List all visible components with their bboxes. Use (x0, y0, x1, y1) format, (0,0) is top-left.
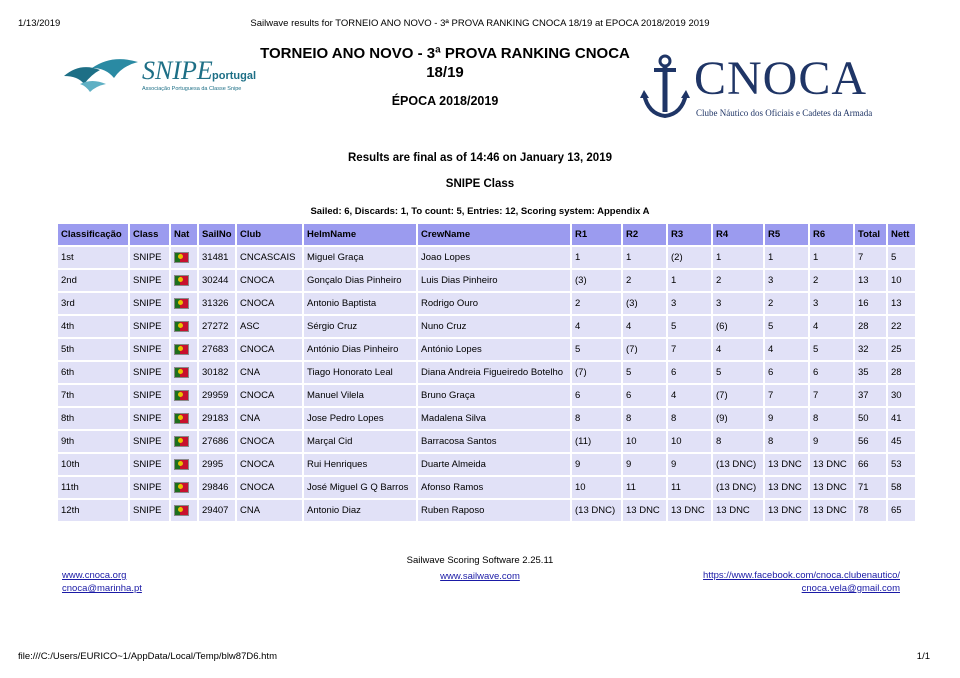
cell-r1: 2 (572, 293, 621, 314)
cell-r2: 6 (623, 385, 666, 406)
cell-crew: Joao Lopes (418, 247, 570, 268)
results-table (56, 222, 917, 523)
cell-total: 28 (855, 316, 886, 337)
cell-rank: 7th (58, 385, 128, 406)
cell-r2: 13 DNC (623, 500, 666, 521)
table-row (58, 408, 915, 429)
cell-r6: 4 (810, 316, 853, 337)
cell-total: 71 (855, 477, 886, 498)
cell-helm: Sérgio Cruz (304, 316, 416, 337)
cell-class: SNIPE (130, 362, 169, 383)
cell-crew: Luis Dias Pinheiro (418, 270, 570, 291)
cell-class: SNIPE (130, 477, 169, 498)
cell-r5: 4 (765, 339, 808, 360)
portugal-flag-icon (174, 344, 189, 355)
portugal-flag-icon (174, 436, 189, 447)
cell-r6: 13 DNC (810, 477, 853, 498)
cell-sailno: 31481 (199, 247, 235, 268)
cnoca-website-link[interactable]: www.cnoca.org (62, 570, 127, 581)
cell-r1: (13 DNC) (572, 500, 621, 521)
cell-nat (171, 454, 197, 475)
cell-r1: 5 (572, 339, 621, 360)
table-row (58, 431, 915, 452)
table-row (58, 500, 915, 521)
table-row (58, 477, 915, 498)
cell-total: 16 (855, 293, 886, 314)
cnoca-logo-text: CNOCA (694, 52, 868, 105)
cell-r6: 1 (810, 247, 853, 268)
cell-nat (171, 408, 197, 429)
sailwave-link[interactable]: www.sailwave.com (440, 571, 520, 582)
cell-club: CNOCA (237, 270, 302, 291)
cell-class: SNIPE (130, 270, 169, 291)
cell-r6: 9 (810, 431, 853, 452)
table-row (58, 339, 915, 360)
cell-r2: 10 (623, 431, 666, 452)
class-heading: SNIPE Class (445, 178, 515, 190)
cell-nat (171, 339, 197, 360)
col-crewname: CrewName (418, 224, 570, 245)
table-header-row (58, 224, 915, 245)
cell-nett: 30 (888, 385, 915, 406)
cell-class: SNIPE (130, 454, 169, 475)
cell-r6: 13 DNC (810, 500, 853, 521)
cell-crew: Madalena Silva (418, 408, 570, 429)
portugal-flag-icon (174, 275, 189, 286)
cell-r4: (6) (713, 316, 763, 337)
cnoca-logo (640, 54, 900, 122)
event-season: ÉPOCA 2018/2019 (391, 94, 499, 108)
cell-r6: 5 (810, 339, 853, 360)
cell-rank: 10th (58, 454, 128, 475)
cell-r5: 2 (765, 293, 808, 314)
cell-r2: 1 (623, 247, 666, 268)
cell-r4: 2 (713, 270, 763, 291)
cell-r3: 3 (668, 293, 711, 314)
portugal-flag-icon (174, 482, 189, 493)
event-title (246, 44, 644, 82)
cell-club: CNOCA (237, 477, 302, 498)
table-row (58, 385, 915, 406)
cell-r4: 8 (713, 431, 763, 452)
cell-club: CNCASCAIS (237, 247, 302, 268)
cell-nat (171, 293, 197, 314)
col-sailno: SailNo (199, 224, 235, 245)
cell-club: CNA (237, 362, 302, 383)
col-club: Club (237, 224, 302, 245)
cell-total: 32 (855, 339, 886, 360)
table-row (58, 316, 915, 337)
cell-total: 37 (855, 385, 886, 406)
cell-total: 78 (855, 500, 886, 521)
cell-class: SNIPE (130, 408, 169, 429)
cell-total: 35 (855, 362, 886, 383)
cell-crew: Barracosa Santos (418, 431, 570, 452)
print-page-title: Sailwave results for TORNEIO ANO NOVO - 3ª PROVA RANKING CNOCA 18/19 at EPOCA 2018/2019 2019 (250, 18, 710, 29)
col-r4: R4 (713, 224, 763, 245)
cell-total: 66 (855, 454, 886, 475)
cell-r3: 13 DNC (668, 500, 711, 521)
cell-nat (171, 362, 197, 383)
snipe-logo-tagline: Associação Portuguesa da Classe Snipe (142, 86, 242, 92)
cnoca-email-link[interactable]: cnoca@marinha.pt (62, 583, 142, 594)
cell-r5: 3 (765, 270, 808, 291)
cell-r5: 13 DNC (765, 454, 808, 475)
cell-rank: 8th (58, 408, 128, 429)
print-page-number: 1/1 (916, 651, 930, 662)
cell-r1: (3) (572, 270, 621, 291)
cell-crew: Ruben Raposo (418, 500, 570, 521)
col-nett: Nett (888, 224, 915, 245)
cell-r1: (7) (572, 362, 621, 383)
cell-r3: 9 (668, 454, 711, 475)
cell-r1: 9 (572, 454, 621, 475)
cell-club: CNOCA (237, 385, 302, 406)
cell-total: 50 (855, 408, 886, 429)
cell-total: 7 (855, 247, 886, 268)
cell-r5: 9 (765, 408, 808, 429)
cell-nett: 53 (888, 454, 915, 475)
cell-crew: Rodrigo Ouro (418, 293, 570, 314)
print-file-path: file:///C:/Users/EURICO~1/AppData/Local/Temp/blw87D6.htm (18, 651, 277, 662)
cell-club: CNOCA (237, 339, 302, 360)
col-helmname: HelmName (304, 224, 416, 245)
col-r6: R6 (810, 224, 853, 245)
cell-club: ASC (237, 316, 302, 337)
cell-r6: 3 (810, 293, 853, 314)
portugal-flag-icon (174, 505, 189, 516)
cell-helm: Antonio Diaz (304, 500, 416, 521)
cell-r3: 4 (668, 385, 711, 406)
portugal-flag-icon (174, 459, 189, 470)
cell-crew: Bruno Graça (418, 385, 570, 406)
cell-nat (171, 431, 197, 452)
cell-r5: 5 (765, 316, 808, 337)
snipe-birds-icon (62, 54, 142, 94)
col-total: Total (855, 224, 886, 245)
cell-r5: 13 DNC (765, 500, 808, 521)
cell-nat (171, 500, 197, 521)
cell-r5: 13 DNC (765, 477, 808, 498)
cell-r2: (7) (623, 339, 666, 360)
cell-helm: Gonçalo Dias Pinheiro (304, 270, 416, 291)
cell-nett: 22 (888, 316, 915, 337)
cell-rank: 4th (58, 316, 128, 337)
cell-class: SNIPE (130, 247, 169, 268)
cell-rank: 9th (58, 431, 128, 452)
cell-r2: (3) (623, 293, 666, 314)
cell-nett: 58 (888, 477, 915, 498)
cell-rank: 12th (58, 500, 128, 521)
cell-r4: (13 DNC) (713, 454, 763, 475)
cell-crew: Duarte Almeida (418, 454, 570, 475)
cell-sailno: 27686 (199, 431, 235, 452)
cell-r2: 5 (623, 362, 666, 383)
cell-nett: 25 (888, 339, 915, 360)
cell-class: SNIPE (130, 339, 169, 360)
cell-sailno: 30244 (199, 270, 235, 291)
cell-nat (171, 247, 197, 268)
cell-r1: 8 (572, 408, 621, 429)
cell-helm: Antonio Baptista (304, 293, 416, 314)
cell-helm: Tiago Honorato Leal (304, 362, 416, 383)
cell-rank: 5th (58, 339, 128, 360)
facebook-link[interactable]: https://www.facebook.com/cnoca.clubenautico/ (703, 570, 900, 581)
portugal-flag-icon (174, 321, 189, 332)
cell-nett: 28 (888, 362, 915, 383)
cell-nett: 5 (888, 247, 915, 268)
cell-nat (171, 385, 197, 406)
event-title-line2: 18/19 (426, 64, 464, 81)
col-classificacao: Classificação (58, 224, 128, 245)
col-r1: R1 (572, 224, 621, 245)
race-summary: Sailed: 6, Discards: 1, To count: 5, Entries: 12, Scoring system: Appendix A (310, 206, 650, 217)
cell-nat (171, 270, 197, 291)
cell-r4: 13 DNC (713, 500, 763, 521)
cell-r2: 4 (623, 316, 666, 337)
col-nat: Nat (171, 224, 197, 245)
cell-class: SNIPE (130, 293, 169, 314)
portugal-flag-icon (174, 252, 189, 263)
cell-helm: Jose Pedro Lopes (304, 408, 416, 429)
cell-r3: 11 (668, 477, 711, 498)
portugal-flag-icon (174, 413, 189, 424)
cell-nett: 45 (888, 431, 915, 452)
cell-r2: 8 (623, 408, 666, 429)
col-r2: R2 (623, 224, 666, 245)
cell-helm: António Dias Pinheiro (304, 339, 416, 360)
cell-sailno: 27683 (199, 339, 235, 360)
snipe-logo-text: SNIPE (142, 56, 213, 85)
table-row (58, 270, 915, 291)
cell-r1: 4 (572, 316, 621, 337)
col-r5: R5 (765, 224, 808, 245)
cell-r3: 8 (668, 408, 711, 429)
cell-r2: 2 (623, 270, 666, 291)
table-row (58, 362, 915, 383)
cell-nat (171, 477, 197, 498)
cell-helm: Rui Henriques (304, 454, 416, 475)
cell-r5: 1 (765, 247, 808, 268)
cell-class: SNIPE (130, 431, 169, 452)
cell-sailno: 29846 (199, 477, 235, 498)
cell-rank: 2nd (58, 270, 128, 291)
col-class: Class (130, 224, 169, 245)
cell-r4: 1 (713, 247, 763, 268)
cell-rank: 3rd (58, 293, 128, 314)
portugal-flag-icon (174, 367, 189, 378)
cell-sailno: 30182 (199, 362, 235, 383)
table-row (58, 247, 915, 268)
cnoca-logo-tagline: Clube Náutico dos Oficiais e Cadetes da Armada (696, 108, 873, 118)
cell-r2: 9 (623, 454, 666, 475)
cell-helm: Miguel Graça (304, 247, 416, 268)
cell-club: CNOCA (237, 431, 302, 452)
cell-club: CNOCA (237, 293, 302, 314)
cell-r3: 5 (668, 316, 711, 337)
cell-rank: 11th (58, 477, 128, 498)
cell-sailno: 2995 (199, 454, 235, 475)
cell-class: SNIPE (130, 500, 169, 521)
cell-crew: Afonso Ramos (418, 477, 570, 498)
software-credit: Sailwave Scoring Software 2.25.11 (406, 555, 554, 566)
cell-r5: 8 (765, 431, 808, 452)
cell-r2: 11 (623, 477, 666, 498)
cell-r4: 3 (713, 293, 763, 314)
cell-helm: Manuel Vilela (304, 385, 416, 406)
print-date: 1/13/2019 (18, 18, 61, 29)
cell-nett: 65 (888, 500, 915, 521)
cell-helm: José Miguel G Q Barros (304, 477, 416, 498)
table-row (58, 293, 915, 314)
portugal-flag-icon (174, 298, 189, 309)
cell-crew: Diana Andreia Figueiredo Botelho (418, 362, 570, 383)
cell-r3: (2) (668, 247, 711, 268)
cell-total: 56 (855, 431, 886, 452)
cell-sailno: 29959 (199, 385, 235, 406)
cell-r1: 1 (572, 247, 621, 268)
cell-r1: 6 (572, 385, 621, 406)
cell-rank: 1st (58, 247, 128, 268)
cell-sailno: 31326 (199, 293, 235, 314)
cell-sailno: 27272 (199, 316, 235, 337)
cell-r3: 7 (668, 339, 711, 360)
cell-sailno: 29183 (199, 408, 235, 429)
cell-r4: (7) (713, 385, 763, 406)
snipe-logo (62, 54, 262, 98)
table-row (58, 454, 915, 475)
cell-r6: 7 (810, 385, 853, 406)
cell-sailno: 29407 (199, 500, 235, 521)
cell-r6: 6 (810, 362, 853, 383)
cell-r6: 2 (810, 270, 853, 291)
cell-class: SNIPE (130, 385, 169, 406)
cell-r6: 8 (810, 408, 853, 429)
cell-r4: 5 (713, 362, 763, 383)
cell-r1: (11) (572, 431, 621, 452)
cell-r1: 10 (572, 477, 621, 498)
cell-club: CNA (237, 408, 302, 429)
cell-nett: 13 (888, 293, 915, 314)
cell-crew: António Lopes (418, 339, 570, 360)
cell-r3: 10 (668, 431, 711, 452)
cell-nat (171, 316, 197, 337)
cell-club: CNOCA (237, 454, 302, 475)
results-status: Results are final as of 14:46 on January 13, 2019 (348, 152, 612, 164)
cell-class: SNIPE (130, 316, 169, 337)
cell-r4: 4 (713, 339, 763, 360)
cell-rank: 6th (58, 362, 128, 383)
snipe-logo-suffix: portugal (212, 70, 256, 82)
col-r3: R3 (668, 224, 711, 245)
cell-club: CNA (237, 500, 302, 521)
cell-r4: (9) (713, 408, 763, 429)
cell-r3: 6 (668, 362, 711, 383)
event-title-line1: TORNEIO ANO NOVO - 3ª PROVA RANKING CNOCA (260, 45, 630, 62)
vela-email-link[interactable]: cnoca.vela@gmail.com (801, 583, 900, 594)
cell-r5: 7 (765, 385, 808, 406)
cell-crew: Nuno Cruz (418, 316, 570, 337)
cell-r4: (13 DNC) (713, 477, 763, 498)
cell-nett: 10 (888, 270, 915, 291)
cell-helm: Marçal Cid (304, 431, 416, 452)
cell-r3: 1 (668, 270, 711, 291)
cell-total: 13 (855, 270, 886, 291)
cell-nett: 41 (888, 408, 915, 429)
cell-r5: 6 (765, 362, 808, 383)
results-body (58, 247, 915, 521)
cell-r6: 13 DNC (810, 454, 853, 475)
portugal-flag-icon (174, 390, 189, 401)
anchor-icon (640, 54, 690, 120)
